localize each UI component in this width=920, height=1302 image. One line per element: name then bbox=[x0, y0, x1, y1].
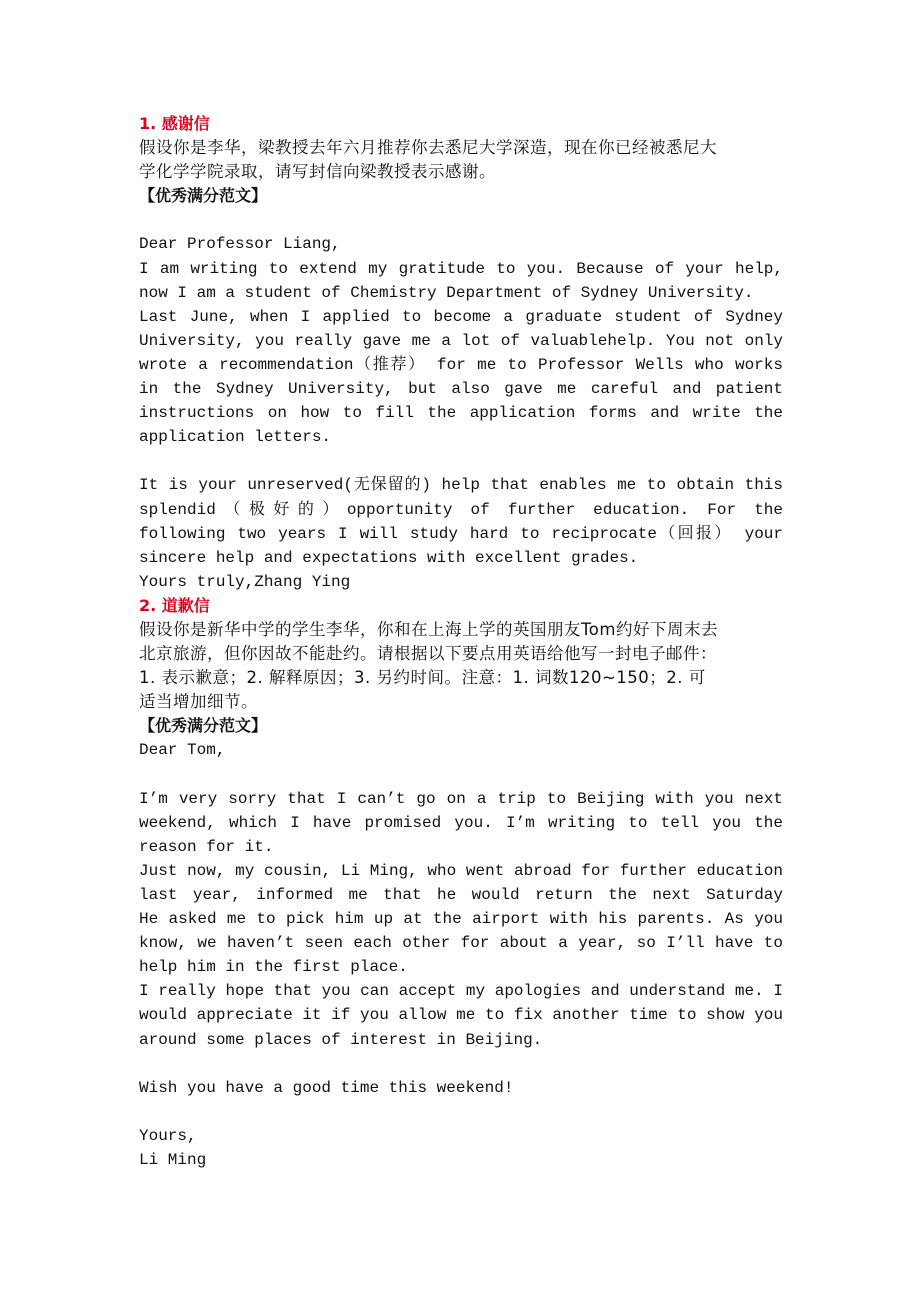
section2-prompt-line: 北京旅游，但你因故不能赴约。请根据以下要点用英语给他写一封电子邮件： bbox=[139, 644, 717, 664]
section2-letter-line: reason for it. bbox=[139, 837, 274, 856]
section1-letter-line: application letters. bbox=[139, 428, 332, 447]
section2-letter-line: Wish you have a good time this weekend! bbox=[139, 1078, 514, 1097]
section2-letter-line: Just now, my cousin, Li Ming, who went abroad for further education bbox=[139, 861, 783, 880]
section2-letter-line: around some places of interest in Beijing. bbox=[139, 1030, 543, 1049]
section2-letter-line: would appreciate it if you allow me to fix another time to show you bbox=[139, 1006, 783, 1025]
section1-heading: 1. 感谢信 bbox=[139, 114, 210, 133]
section2-prompt-line: 假设你是新华中学的学生李华，你和在上海上学的英国朋友Tom约好下周末去 bbox=[139, 619, 718, 639]
section2-letter-line: I really hope that you can accept my apologies and understand me. I bbox=[139, 982, 783, 1001]
section1-letter-line: I am writing to extend my gratitude to you. Because of your help, bbox=[139, 259, 783, 278]
section1-letter-line: following two years I will study hard to reciprocate（回报） your bbox=[139, 524, 783, 543]
section2-signature: Li Ming bbox=[139, 1151, 207, 1170]
section2-letter-line: weekend, which I have promised you. I’m writing to tell you the bbox=[139, 813, 783, 832]
spacer bbox=[139, 1052, 783, 1076]
section1-prompt-line: 假设你是李华，梁教授去年六月推荐你去悉尼大学深造，现在你已经被悉尼大 bbox=[139, 138, 717, 158]
section1-letter-line: instructions on how to fill the application forms and write the bbox=[139, 404, 783, 423]
section2-letter-line: help him in the first place. bbox=[139, 958, 408, 977]
section1-letter-line: splendid（极好的）opportunity of further education. For the bbox=[139, 500, 783, 519]
section1-sample-label: 【优秀满分范文】 bbox=[139, 186, 268, 206]
section1-prompt-line: 学化学学院录取，请写封信向梁教授表示感谢。 bbox=[139, 162, 496, 182]
spacer bbox=[139, 449, 783, 473]
section1-letter-line: sincere help and expectations with excellent grades. bbox=[139, 548, 639, 567]
section1-letter-line: Dear Professor Liang, bbox=[139, 235, 341, 254]
section2-letter-line: He asked me to pick him up at the airport with his parents. As you bbox=[139, 910, 783, 929]
section2-prompt-line: 1. 表示歉意；2. 解释原因；3. 另约时间。注意：1. 词数120~150；2. 可 bbox=[139, 668, 706, 688]
spacer bbox=[139, 1100, 783, 1124]
section2-letter-line: Dear Tom, bbox=[139, 741, 226, 760]
spacer bbox=[139, 763, 783, 787]
spacer bbox=[139, 208, 783, 232]
section1-letter-line: Last June, when I applied to become a graduate student of Sydney bbox=[139, 307, 783, 326]
section1-letter-line: in the Sydney University, but also gave me careful and patient bbox=[139, 380, 783, 399]
section1-letter-line: now I am a student of Chemistry Department of Sydney University. bbox=[139, 283, 754, 302]
section1-letter-line: It is your unreserved(无保留的) help that enables me to obtain this bbox=[139, 476, 783, 495]
section2-letter-line: last year, informed me that he would return the next Saturday bbox=[139, 886, 783, 904]
section2-letter-line: know, we haven’t seen each other for about a year, so I’ll have to bbox=[139, 934, 783, 953]
section1-signature: Yours truly,Zhang Ying bbox=[139, 572, 351, 591]
section1-letter-line: University, you really gave me a lot of valuablehelp. You not only bbox=[139, 331, 783, 350]
section2-closing: Yours, bbox=[139, 1126, 197, 1145]
section1-letter-line: wrote a recommendation（推荐） for me to Professor Wells who works bbox=[139, 355, 783, 374]
section2-sample-label: 【优秀满分范文】 bbox=[139, 716, 268, 736]
section2-letter-line: I’m very sorry that I can’t go on a trip to Beijing with you next bbox=[139, 789, 783, 808]
document-page bbox=[139, 112, 783, 1172]
section2-prompt-line: 适当增加细节。 bbox=[139, 692, 258, 712]
section2-heading: 2. 道歉信 bbox=[139, 595, 210, 615]
